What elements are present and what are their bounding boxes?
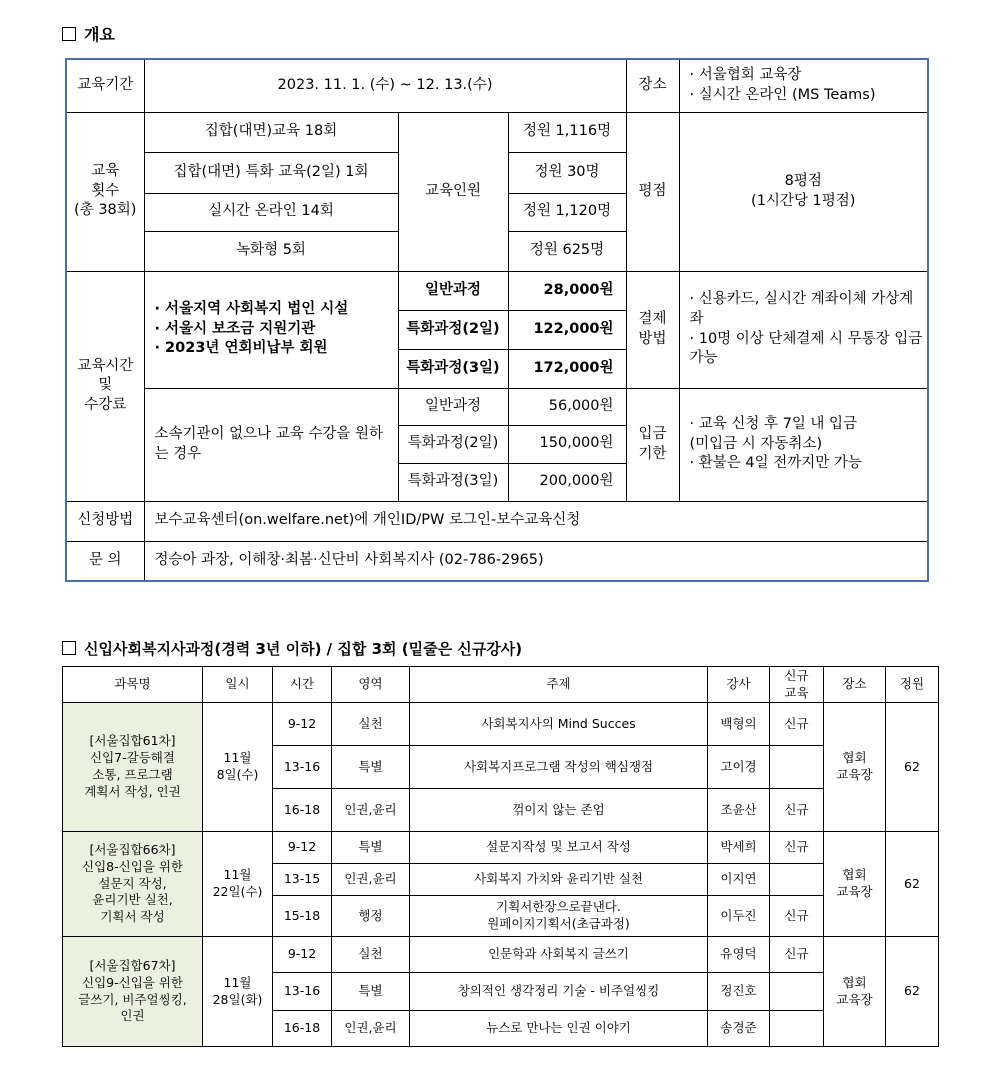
course-place: 협회 교육장 xyxy=(824,832,886,937)
credit-value: 8평점 (1시간당 1평점) xyxy=(679,112,928,271)
contact-label: 문 의 xyxy=(66,541,144,581)
header-cell: 장소 xyxy=(824,667,886,703)
count-type: 집합(대면)교육 18회 xyxy=(144,112,398,152)
course-name: [서울집합67차] 신입9-신입을 위한 글쓰기, 비주얼씽킹, 인권 xyxy=(63,937,203,1047)
session-topic: 사회복지사의 Mind Succes xyxy=(410,703,708,746)
session-new: 신규 xyxy=(770,896,824,937)
count-quota: 정원 1,120명 xyxy=(508,193,626,231)
session-time: 13-15 xyxy=(273,864,332,896)
member-fee: 28,000원 xyxy=(508,271,626,310)
member-fee: 122,000원 xyxy=(508,310,626,349)
contact-value: 정승아 과장, 이해창·최봄·신단비 사회복지사 (02-786-2965) xyxy=(144,541,928,581)
nonmember-desc: 소속기관이 없으나 교육 수강을 원하는 경우 xyxy=(144,388,398,501)
session-topic: 기획서한장으로끝낸다. 원페이지기획서(초급과정) xyxy=(410,896,708,937)
session-new xyxy=(770,746,824,789)
header-cell: 일시 xyxy=(203,667,273,703)
session-area: 행정 xyxy=(332,896,410,937)
header-cell: 주제 xyxy=(410,667,708,703)
nonmember-course: 특화과정(3일) xyxy=(398,463,508,501)
course-date: 11월 28일(화) xyxy=(203,937,273,1047)
fee-label: 교육시간 및 수강료 xyxy=(66,271,144,501)
session-new: 신규 xyxy=(770,789,824,832)
nonmember-course: 특화과정(2일) xyxy=(398,425,508,463)
section2-heading xyxy=(62,638,522,659)
session-area: 특별 xyxy=(332,973,410,1011)
section2-title: 신입사회복지사과정(경력 3년 이하) / 집합 3회 (밑줄은 신규강사) xyxy=(84,640,523,658)
session-topic: 사회복지 가치와 윤리기반 실천 xyxy=(410,864,708,896)
header-cell: 신규 교육 xyxy=(770,667,824,703)
checkbox-icon xyxy=(62,641,76,655)
header-cell: 강사 xyxy=(708,667,770,703)
session-topic: 설문지작성 및 보고서 작성 xyxy=(410,832,708,864)
session-teacher: 백형의 xyxy=(708,703,770,746)
course-capacity: 62 xyxy=(886,937,939,1047)
session-area: 인권,윤리 xyxy=(332,1011,410,1047)
session-topic: 꺾이지 않는 존엄 xyxy=(410,789,708,832)
session-area: 실천 xyxy=(332,937,410,973)
session-area: 특별 xyxy=(332,746,410,789)
apply-value: 보수교육센터(on.welfare.net)에 개인ID/PW 로그인-보수교육신청 xyxy=(144,501,928,541)
section1-heading xyxy=(62,22,115,45)
member-desc: · 서울지역 사회복지 법인 시설 · 서울시 보조금 지원기관 · 2023년 연회비납부 회원 xyxy=(144,271,398,388)
session-time: 13-16 xyxy=(273,973,332,1011)
session-area: 인권,윤리 xyxy=(332,789,410,832)
session-new: 신규 xyxy=(770,832,824,864)
course-date: 11월 22일(수) xyxy=(203,832,273,937)
session-topic: 사회복지프로그램 작성의 핵심쟁점 xyxy=(410,746,708,789)
count-quota: 정원 1,116명 xyxy=(508,112,626,152)
session-new: 신규 xyxy=(770,703,824,746)
count-type: 녹화형 5회 xyxy=(144,231,398,271)
checkbox-icon xyxy=(62,27,76,41)
session-topic: 창의적인 생각정리 기술 - 비주얼씽킹 xyxy=(410,973,708,1011)
session-teacher: 정진호 xyxy=(708,973,770,1011)
period-label: 교육기간 xyxy=(66,59,144,112)
session-time: 16-18 xyxy=(273,1011,332,1047)
session-time: 16-18 xyxy=(273,789,332,832)
session-new: 신규 xyxy=(770,937,824,973)
member-course: 특화과정(2일) xyxy=(398,310,508,349)
session-topic: 인문학과 사회복지 글쓰기 xyxy=(410,937,708,973)
course-date: 11월 8일(수) xyxy=(203,703,273,832)
payment-label: 결제 방법 xyxy=(626,271,679,388)
session-teacher: 송경준 xyxy=(708,1011,770,1047)
session-time: 9-12 xyxy=(273,703,332,746)
overview-table xyxy=(65,58,929,582)
count-quota: 정원 30명 xyxy=(508,152,626,193)
session-teacher: 유영덕 xyxy=(708,937,770,973)
header-cell: 시간 xyxy=(273,667,332,703)
count-quota: 정원 625명 xyxy=(508,231,626,271)
header-cell: 영역 xyxy=(332,667,410,703)
session-teacher: 이지연 xyxy=(708,864,770,896)
member-course: 일반과정 xyxy=(398,271,508,310)
session-new xyxy=(770,864,824,896)
header-cell: 정원 xyxy=(886,667,939,703)
session-teacher: 고이경 xyxy=(708,746,770,789)
nonmember-fee: 150,000원 xyxy=(508,425,626,463)
session-topic: 뉴스로 만나는 인권 이야기 xyxy=(410,1011,708,1047)
count-type: 실시간 온라인 14회 xyxy=(144,193,398,231)
course-place: 협회 교육장 xyxy=(824,937,886,1047)
member-fee: 172,000원 xyxy=(508,349,626,388)
session-area: 실천 xyxy=(332,703,410,746)
credit-label: 평점 xyxy=(626,112,679,271)
header-cell: 과목명 xyxy=(63,667,203,703)
nonmember-course: 일반과정 xyxy=(398,388,508,425)
session-teacher: 박세희 xyxy=(708,832,770,864)
course-capacity: 62 xyxy=(886,832,939,937)
section1-title: 개요 xyxy=(84,25,115,44)
course-name: [서울집합61차] 신입7-갈등해결 소통, 프로그램 계획서 작성, 인권 xyxy=(63,703,203,832)
session-time: 9-12 xyxy=(273,937,332,973)
payment-value: · 신용카드, 실시간 계좌이체 가상계좌 · 10명 이상 단체결제 시 무통장 입금 가능 xyxy=(679,271,928,388)
nonmember-fee: 56,000원 xyxy=(508,388,626,425)
count-type: 집합(대면) 특화 교육(2일) 1회 xyxy=(144,152,398,193)
session-area: 특별 xyxy=(332,832,410,864)
course-name: [서울집합66차] 신입8-신입을 위한 설문지 작성, 윤리기반 실천, 기획서 작성 xyxy=(63,832,203,937)
course-place: 협회 교육장 xyxy=(824,703,886,832)
place-label: 장소 xyxy=(626,59,679,112)
course-capacity: 62 xyxy=(886,703,939,832)
session-time: 13-16 xyxy=(273,746,332,789)
session-new xyxy=(770,1011,824,1047)
member-course: 특화과정(3일) xyxy=(398,349,508,388)
period-value: 2023. 11. 1. (수) ~ 12. 13.(수) xyxy=(144,59,626,112)
session-time: 15-18 xyxy=(273,896,332,937)
count-label: 교육 횟수 (총 38회) xyxy=(66,112,144,271)
apply-label: 신청방법 xyxy=(66,501,144,541)
session-teacher: 조윤산 xyxy=(708,789,770,832)
deadline-value: · 교육 신청 후 7일 내 입금 (미입금 시 자동취소) · 환불은 4일 전까지만 가능 xyxy=(679,388,928,501)
session-area: 인권,윤리 xyxy=(332,864,410,896)
deadline-label: 입금 기한 xyxy=(626,388,679,501)
session-time: 9-12 xyxy=(273,832,332,864)
nonmember-fee: 200,000원 xyxy=(508,463,626,501)
people-label: 교육인원 xyxy=(398,112,508,271)
session-teacher: 이두진 xyxy=(708,896,770,937)
place-value: · 서울협회 교육장 · 실시간 온라인 (MS Teams) xyxy=(679,59,928,112)
schedule-table xyxy=(62,666,939,1047)
session-new xyxy=(770,973,824,1011)
